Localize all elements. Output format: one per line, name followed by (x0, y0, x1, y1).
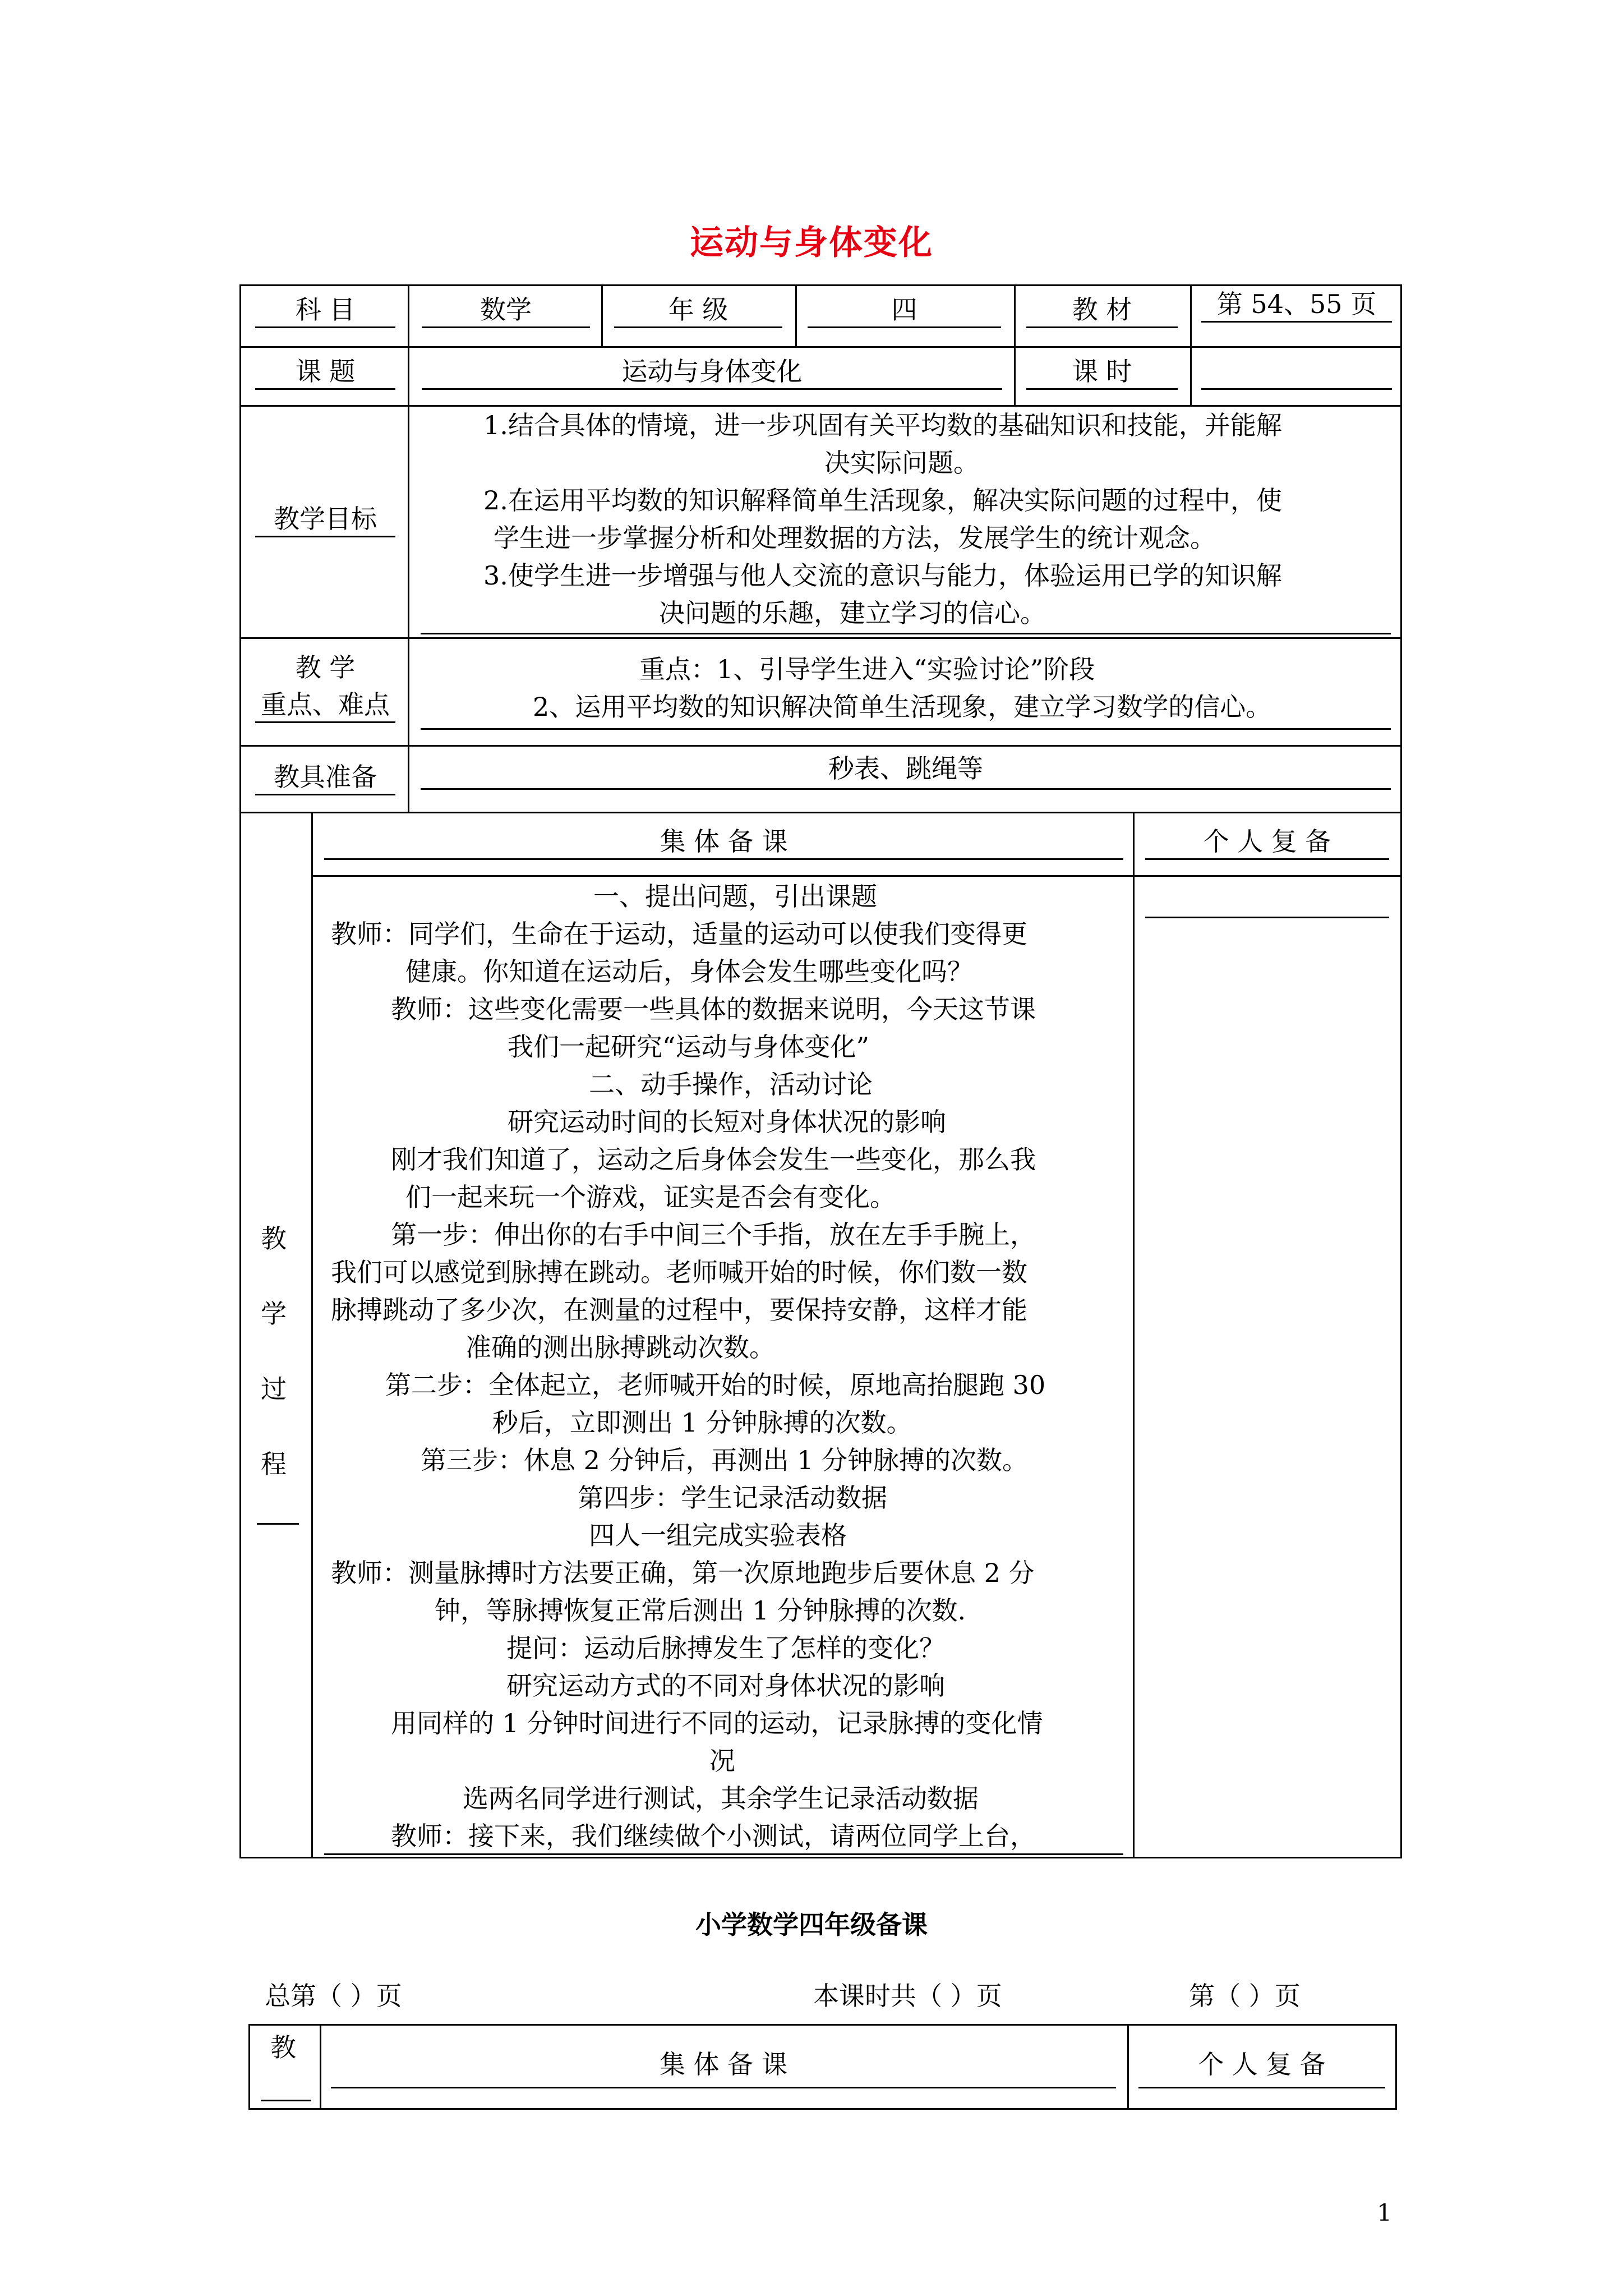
next-side-label: 教 (270, 2032, 296, 2063)
objective-line: 学生进一步掌握分析和处理数据的方法，发展学生的统计观念。 (494, 523, 1216, 553)
textbook-value: 第 54、55 页 (1201, 287, 1392, 323)
topic-value: 运动与身体变化 (422, 355, 1002, 390)
subject-value: 数学 (422, 293, 590, 328)
period-label: 课 时 (1026, 355, 1178, 390)
next-personal-header: 个 人 复 备 (1198, 2049, 1326, 2079)
topic-label: 课 题 (255, 355, 395, 390)
personal-prep-line (1145, 917, 1389, 918)
group-prep-header: 集 体 备 课 (324, 825, 1123, 860)
keypoint-line: 重点：1、引导学生进入“实验讨论”阶段 (639, 654, 1095, 684)
page-number: 1 (1377, 2199, 1392, 2226)
subject-label: 科 目 (255, 293, 395, 328)
keypoints-label-line2: 重点、难点 (255, 688, 395, 723)
objective-line: 1.结合具体的情境，进一步巩固有关平均数的基础知识和技能，并能解 (483, 410, 1282, 440)
period-value (1201, 355, 1392, 390)
objective-line: 决问题的乐趣，建立学习的信心。 (659, 598, 1046, 628)
next-page-title: 小学数学四年级备课 (695, 1910, 928, 1940)
grade-label: 年 级 (614, 293, 782, 328)
grade-value: 四 (808, 293, 1001, 328)
next-group-header: 集 体 备 课 (660, 2049, 787, 2079)
objectives-label: 教学目标 (255, 502, 395, 537)
page-of-label: 第（ ）页 (1189, 1981, 1301, 2011)
keypoint-line: 2、运用平均数的知识解决简单生活现象，建立学习数学的信心。 (533, 692, 1272, 722)
objective-line: 决实际问题。 (824, 448, 979, 478)
total-page-label: 总第（ ）页 (265, 1981, 402, 2011)
textbook-label: 教 材 (1026, 293, 1178, 328)
tools-label: 教具准备 (255, 760, 395, 795)
objective-line: 3.使学生进一步增强与他人交流的意识与能力，体验运用已学的知识解 (483, 560, 1282, 591)
lesson-pages-label: 本课时共（ ）页 (813, 1981, 1002, 2011)
objective-line: 2.在运用平均数的知识解释简单生活现象，解决实际问题的过程中，使 (483, 485, 1282, 516)
tools-value: 秒表、跳绳等 (828, 753, 983, 784)
personal-prep-header: 个 人 复 备 (1145, 825, 1389, 860)
page-title: 运动与身体变化 (690, 223, 933, 263)
keypoints-label-line1: 教 学 (295, 652, 356, 683)
